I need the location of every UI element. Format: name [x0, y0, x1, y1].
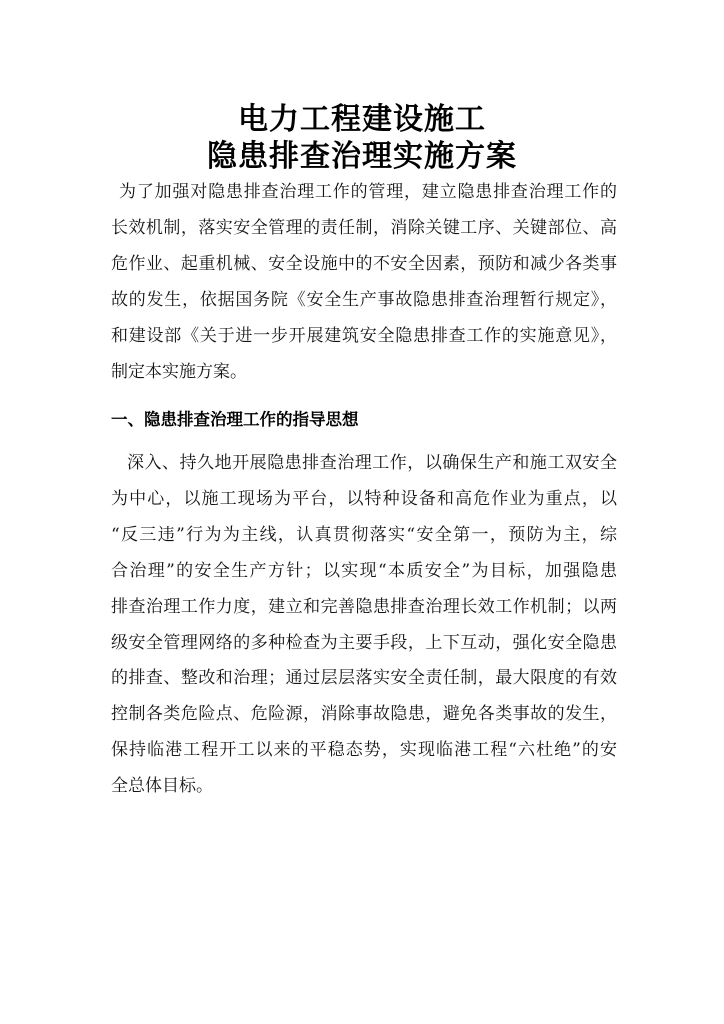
section1-paragraph [111, 446, 617, 805]
section-heading: 一、隐患排查治理工作的指导思想 [111, 410, 359, 429]
paragraph-line: 为中心，以施工现场为平台，以特种设备和高危作业为重点，以 [111, 488, 617, 509]
paragraph-line: 全总体目标。 [111, 776, 213, 797]
paragraph-line: 为了加强对隐患排查治理工作的管理，建立隐患排查治理工作的 [119, 182, 617, 202]
paragraph-line: “反三违”行为为主线，认真贯彻落实“安全第一，预防为主，综 [111, 524, 617, 545]
paragraph-line: 保持临港工程开工以来的平稳态势，实现临港工程“六杜绝”的安 [111, 740, 617, 761]
paragraph-line: 制定本实施方案。 [111, 361, 247, 382]
paragraph-line: 级安全管理网络的多种检查为主要手段，上下互动，强化安全隐患 [111, 632, 617, 653]
paragraph-line: 的排查、整改和治理；通过层层落实安全责任制，最大限度的有效 [111, 668, 617, 689]
paragraph-line: 深入、持久地开展隐患排查治理工作，以确保生产和施工双安全 [127, 453, 617, 473]
paragraph-line: 排查治理工作力度，建立和完善隐患排查治理长效工作机制；以两 [111, 596, 617, 617]
document-title-line1: 电力工程建设施工 [238, 102, 486, 137]
paragraph-line: 合治理”的安全生产方针；以实现“本质安全”为目标，加强隐患 [111, 560, 617, 581]
paragraph-line: 和建设部《关于进一步开展建筑安全隐患排查工作的实施意见》， [111, 325, 617, 346]
paragraph-line: 故的发生，依据国务院《安全生产事故隐患排查治理暂行规定》， [111, 289, 617, 310]
paragraph-line: 控制各类危险点、危险源，消除事故隐患，避免各类事故的发生， [111, 704, 617, 725]
paragraph-line: 长效机制，落实安全管理的责任制，消除关键工序、关键部位、高 [111, 217, 617, 238]
intro-paragraph [111, 175, 617, 390]
document-title-line2: 隐患排查治理实施方案 [207, 139, 517, 174]
paragraph-line: 危作业、起重机械、安全设施中的不安全因素，预防和减少各类事 [111, 253, 617, 274]
